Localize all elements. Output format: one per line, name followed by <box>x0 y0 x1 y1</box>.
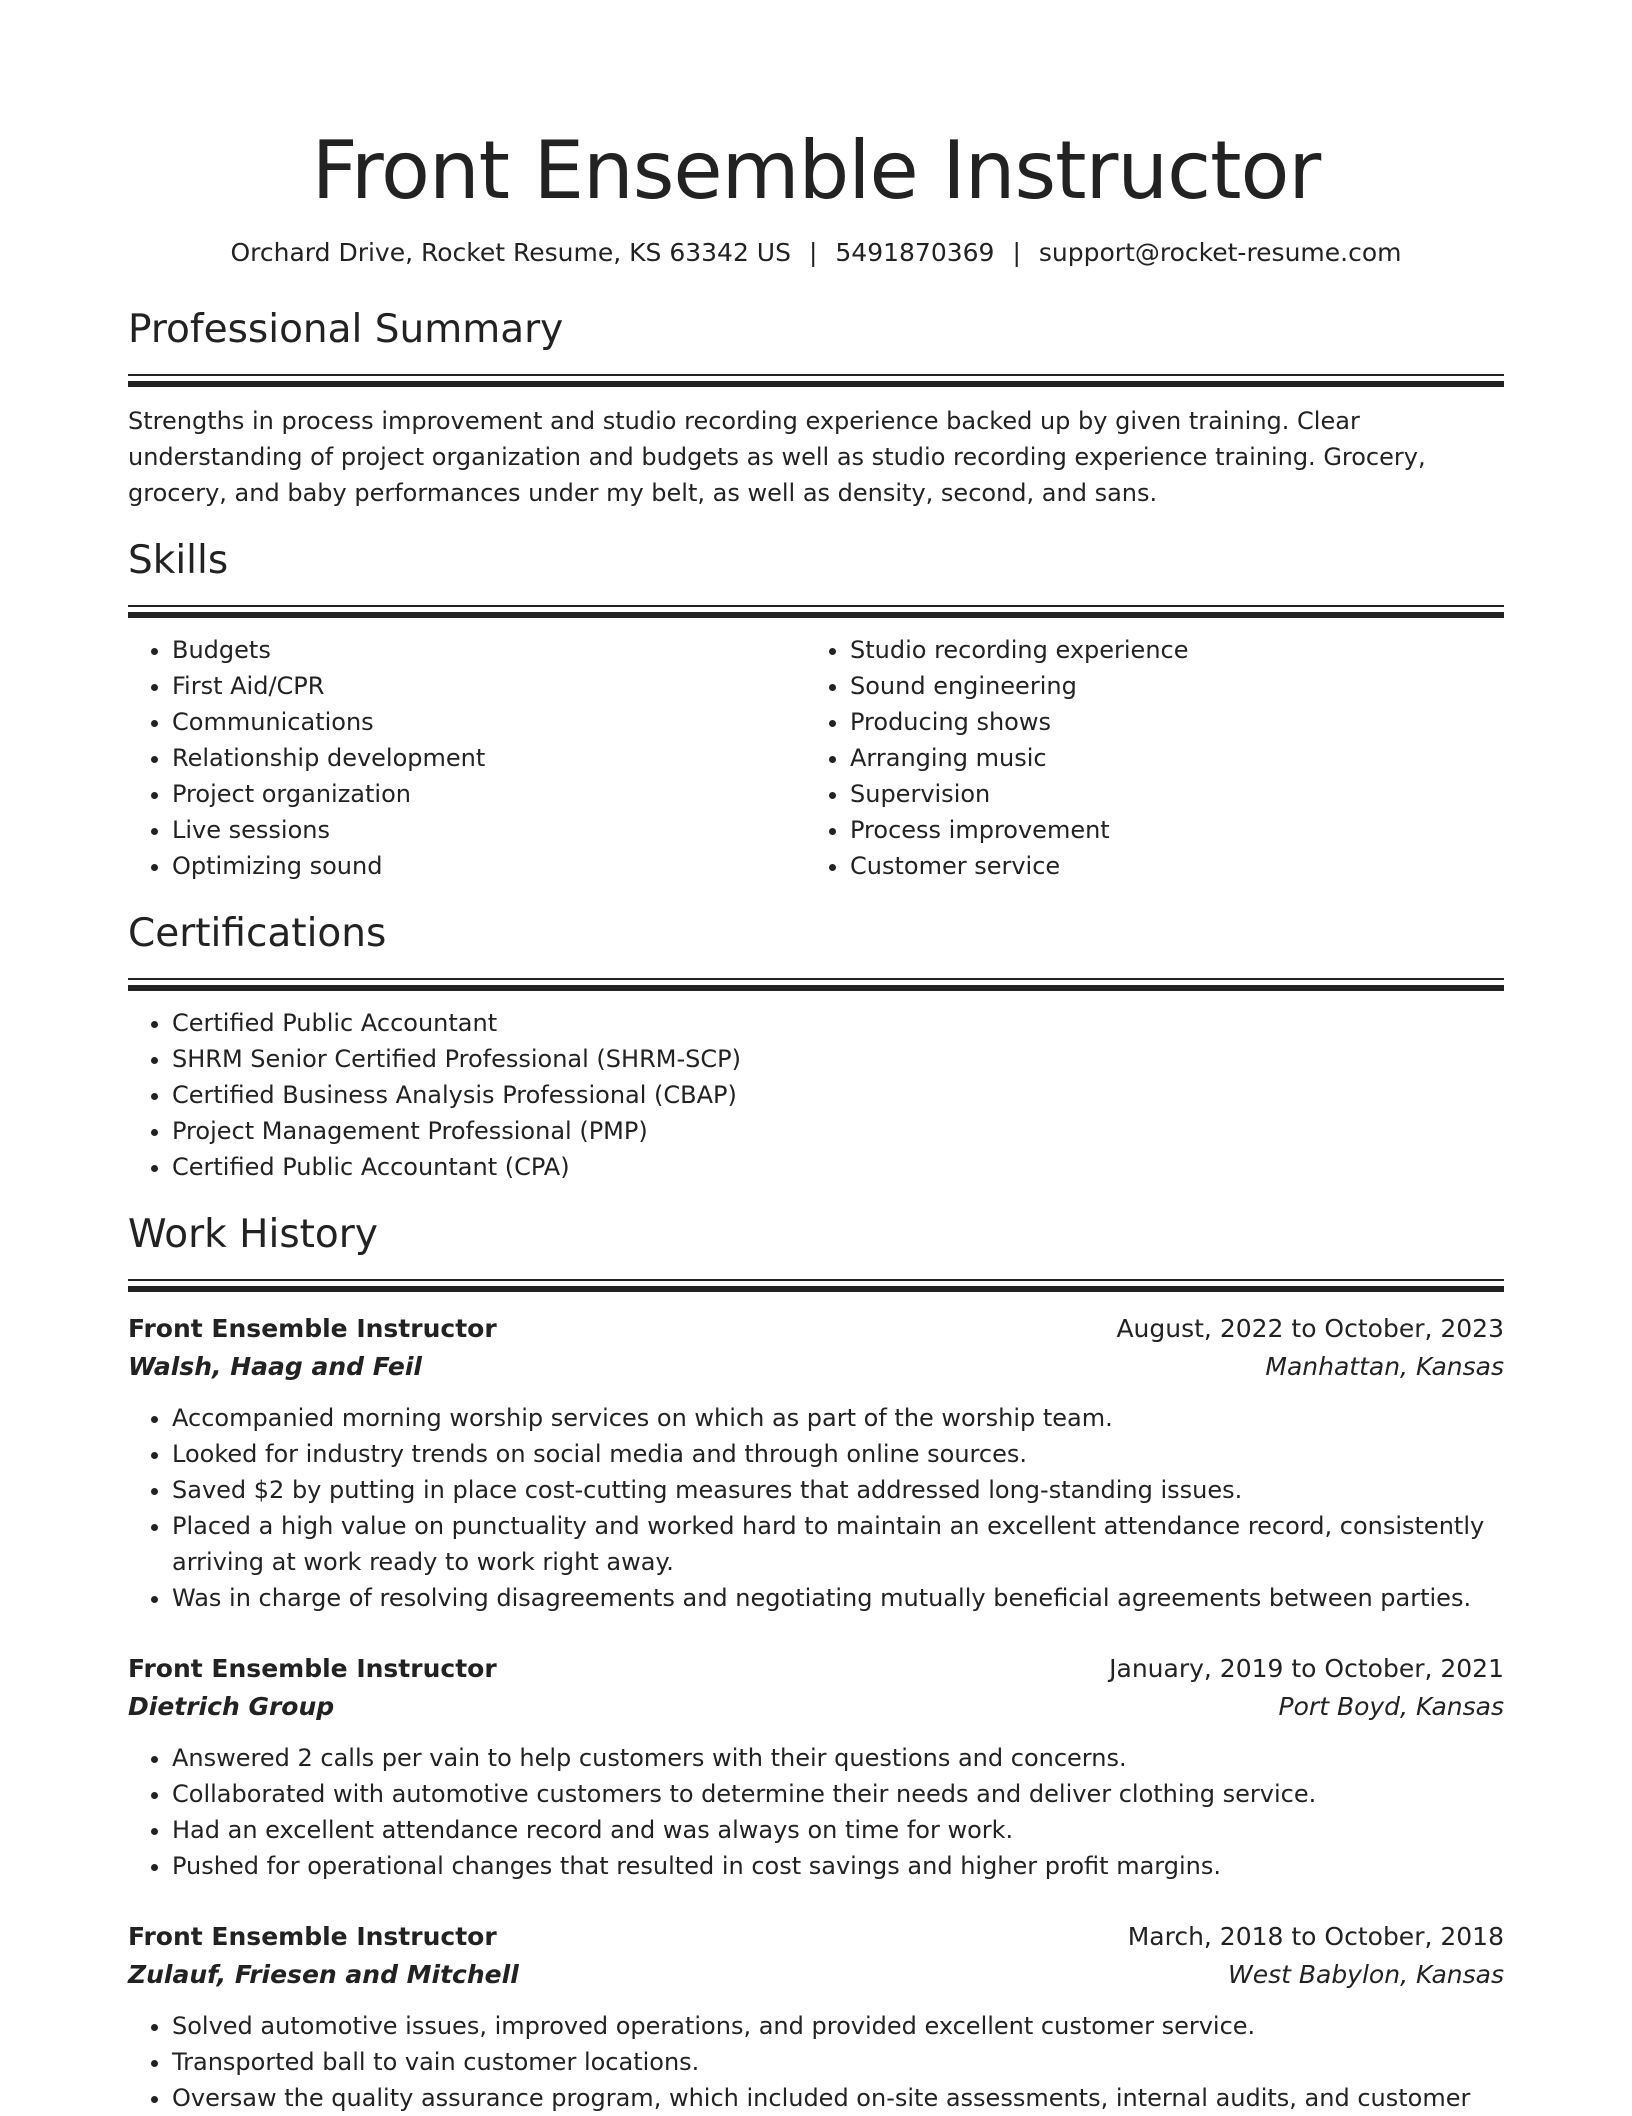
skills-list-left <box>128 632 806 884</box>
job-location: Manhattan, Kansas <box>1265 1352 1504 1381</box>
skill-item: • Budgets <box>172 632 806 668</box>
skills-column-right <box>806 632 1484 884</box>
certification-item: • Certified Public Accountant (CPA) <box>172 1149 1504 1185</box>
skills-column-left <box>128 632 806 884</box>
job-bullet: • Collaborated with automotive customers to determine their needs and deliver clothing service. <box>172 1776 1504 1812</box>
job-bullet: • Answered 2 calls per vain to help customers with their questions and concerns. <box>172 1740 1504 1776</box>
skills-list-right <box>806 632 1484 884</box>
section-divider <box>128 605 1504 618</box>
section-divider <box>128 374 1504 387</box>
certification-item: • Project Management Professional (PMP) <box>172 1113 1504 1149</box>
job-bullet: • Pushed for operational changes that resulted in cost savings and higher profit margins. <box>172 1848 1504 1884</box>
job-bullet: • Looked for industry trends on social media and through online sources. <box>172 1436 1504 1472</box>
job-dates: March, 2018 to October, 2018 <box>1127 1922 1504 1951</box>
candidate-name: Front Ensemble Instructor <box>311 124 1321 217</box>
job-bullet: • Had an excellent attendance record and was always on time for work. <box>172 1812 1504 1848</box>
skill-item: • Customer service <box>850 848 1484 884</box>
job-company: Dietrich Group <box>128 1692 335 1721</box>
job-bullet: • Oversaw the quality assurance program, which included on-site assessments, internal audits, and customer <box>172 2080 1504 2116</box>
work-history-section <box>128 1211 1504 2116</box>
job-bullet: • Transported ball to vain customer locations. <box>172 2044 1504 2080</box>
skill-item: • Sound engineering <box>850 668 1484 704</box>
job-bullet: • Was in charge of resolving disagreements and negotiating mutually beneficial agreements between parties. <box>172 1580 1504 1616</box>
job-dates: January, 2019 to October, 2021 <box>1109 1654 1504 1683</box>
contact-email: support@rocket-resume.com <box>1038 238 1402 267</box>
skill-item: • Project organization <box>172 776 806 812</box>
section-divider <box>128 978 1504 991</box>
skill-item: • Process improvement <box>850 812 1484 848</box>
job-header-row <box>128 1918 1504 1956</box>
skill-item: • Optimizing sound <box>172 848 806 884</box>
job-bullets <box>128 2008 1504 2116</box>
skill-item: • Supervision <box>850 776 1484 812</box>
skills-columns <box>128 632 1504 884</box>
job-subheader-row <box>128 1956 1504 1994</box>
job-bullet: • Accompanied morning worship services on which as part of the worship team. <box>172 1400 1504 1436</box>
skill-item: • First Aid/CPR <box>172 668 806 704</box>
certifications-list <box>128 1005 1504 1185</box>
job-bullet: • Saved $2 by putting in place cost-cutting measures that addressed long-standing issues. <box>172 1472 1504 1508</box>
certification-item: • Certified Public Accountant <box>172 1005 1504 1041</box>
job-location: Port Boyd, Kansas <box>1278 1692 1504 1721</box>
summary-section <box>128 306 1504 511</box>
certifications-section <box>128 910 1504 1185</box>
certification-item: • Certified Business Analysis Professional (CBAP) <box>172 1077 1504 1113</box>
contact-line <box>128 236 1504 270</box>
skills-section <box>128 537 1504 884</box>
job-entry <box>128 1310 1504 1616</box>
work-history-heading: Work History <box>128 1212 378 1257</box>
contact-phone: 5491870369 <box>835 238 995 267</box>
skills-heading: Skills <box>128 538 229 583</box>
job-title: Front Ensemble Instructor <box>128 1654 497 1683</box>
job-header-row <box>128 1310 1504 1348</box>
skill-item: • Producing shows <box>850 704 1484 740</box>
job-company: Walsh, Haag and Feil <box>128 1352 422 1381</box>
contact-address: Orchard Drive, Rocket Resume, KS 63342 US <box>230 238 791 267</box>
skill-item: • Arranging music <box>850 740 1484 776</box>
certifications-heading: Certifications <box>128 911 387 956</box>
skill-item: • Live sessions <box>172 812 806 848</box>
skill-item: • Studio recording experience <box>850 632 1484 668</box>
summary-text: Strengths in process improvement and studio recording experience backed up by given training. Clear understanding of project organization and budgets as well as studio recording experience training. Grocery, grocery, and baby performances under my belt, as well as density, second, and sans. <box>128 407 1426 507</box>
certification-item: • SHRM Senior Certified Professional (SHRM-SCP) <box>172 1041 1504 1077</box>
job-subheader-row <box>128 1688 1504 1726</box>
job-entry <box>128 1650 1504 1884</box>
job-title: Front Ensemble Instructor <box>128 1314 497 1343</box>
job-dates: August, 2022 to October, 2023 <box>1116 1314 1504 1343</box>
job-title: Front Ensemble Instructor <box>128 1922 497 1951</box>
job-entry <box>128 1918 1504 2116</box>
summary-heading: Professional Summary <box>128 307 564 352</box>
job-location: West Babylon, Kansas <box>1227 1960 1504 1989</box>
resume-page <box>128 0 1504 2116</box>
job-bullets <box>128 1400 1504 1616</box>
job-subheader-row <box>128 1348 1504 1386</box>
job-bullet: • Placed a high value on punctuality and worked hard to maintain an excellent attendance record, consistently arriving at work ready to work right away. <box>172 1508 1504 1580</box>
job-bullet: • Solved automotive issues, improved operations, and provided excellent customer service. <box>172 2008 1504 2044</box>
contact-separator: | <box>1012 238 1021 267</box>
job-header-row <box>128 1650 1504 1688</box>
section-divider <box>128 1279 1504 1292</box>
skill-item: • Relationship development <box>172 740 806 776</box>
contact-separator: | <box>808 238 818 267</box>
job-bullets <box>128 1740 1504 1884</box>
job-company: Zulauf, Friesen and Mitchell <box>128 1960 519 1989</box>
skill-item: • Communications <box>172 704 806 740</box>
